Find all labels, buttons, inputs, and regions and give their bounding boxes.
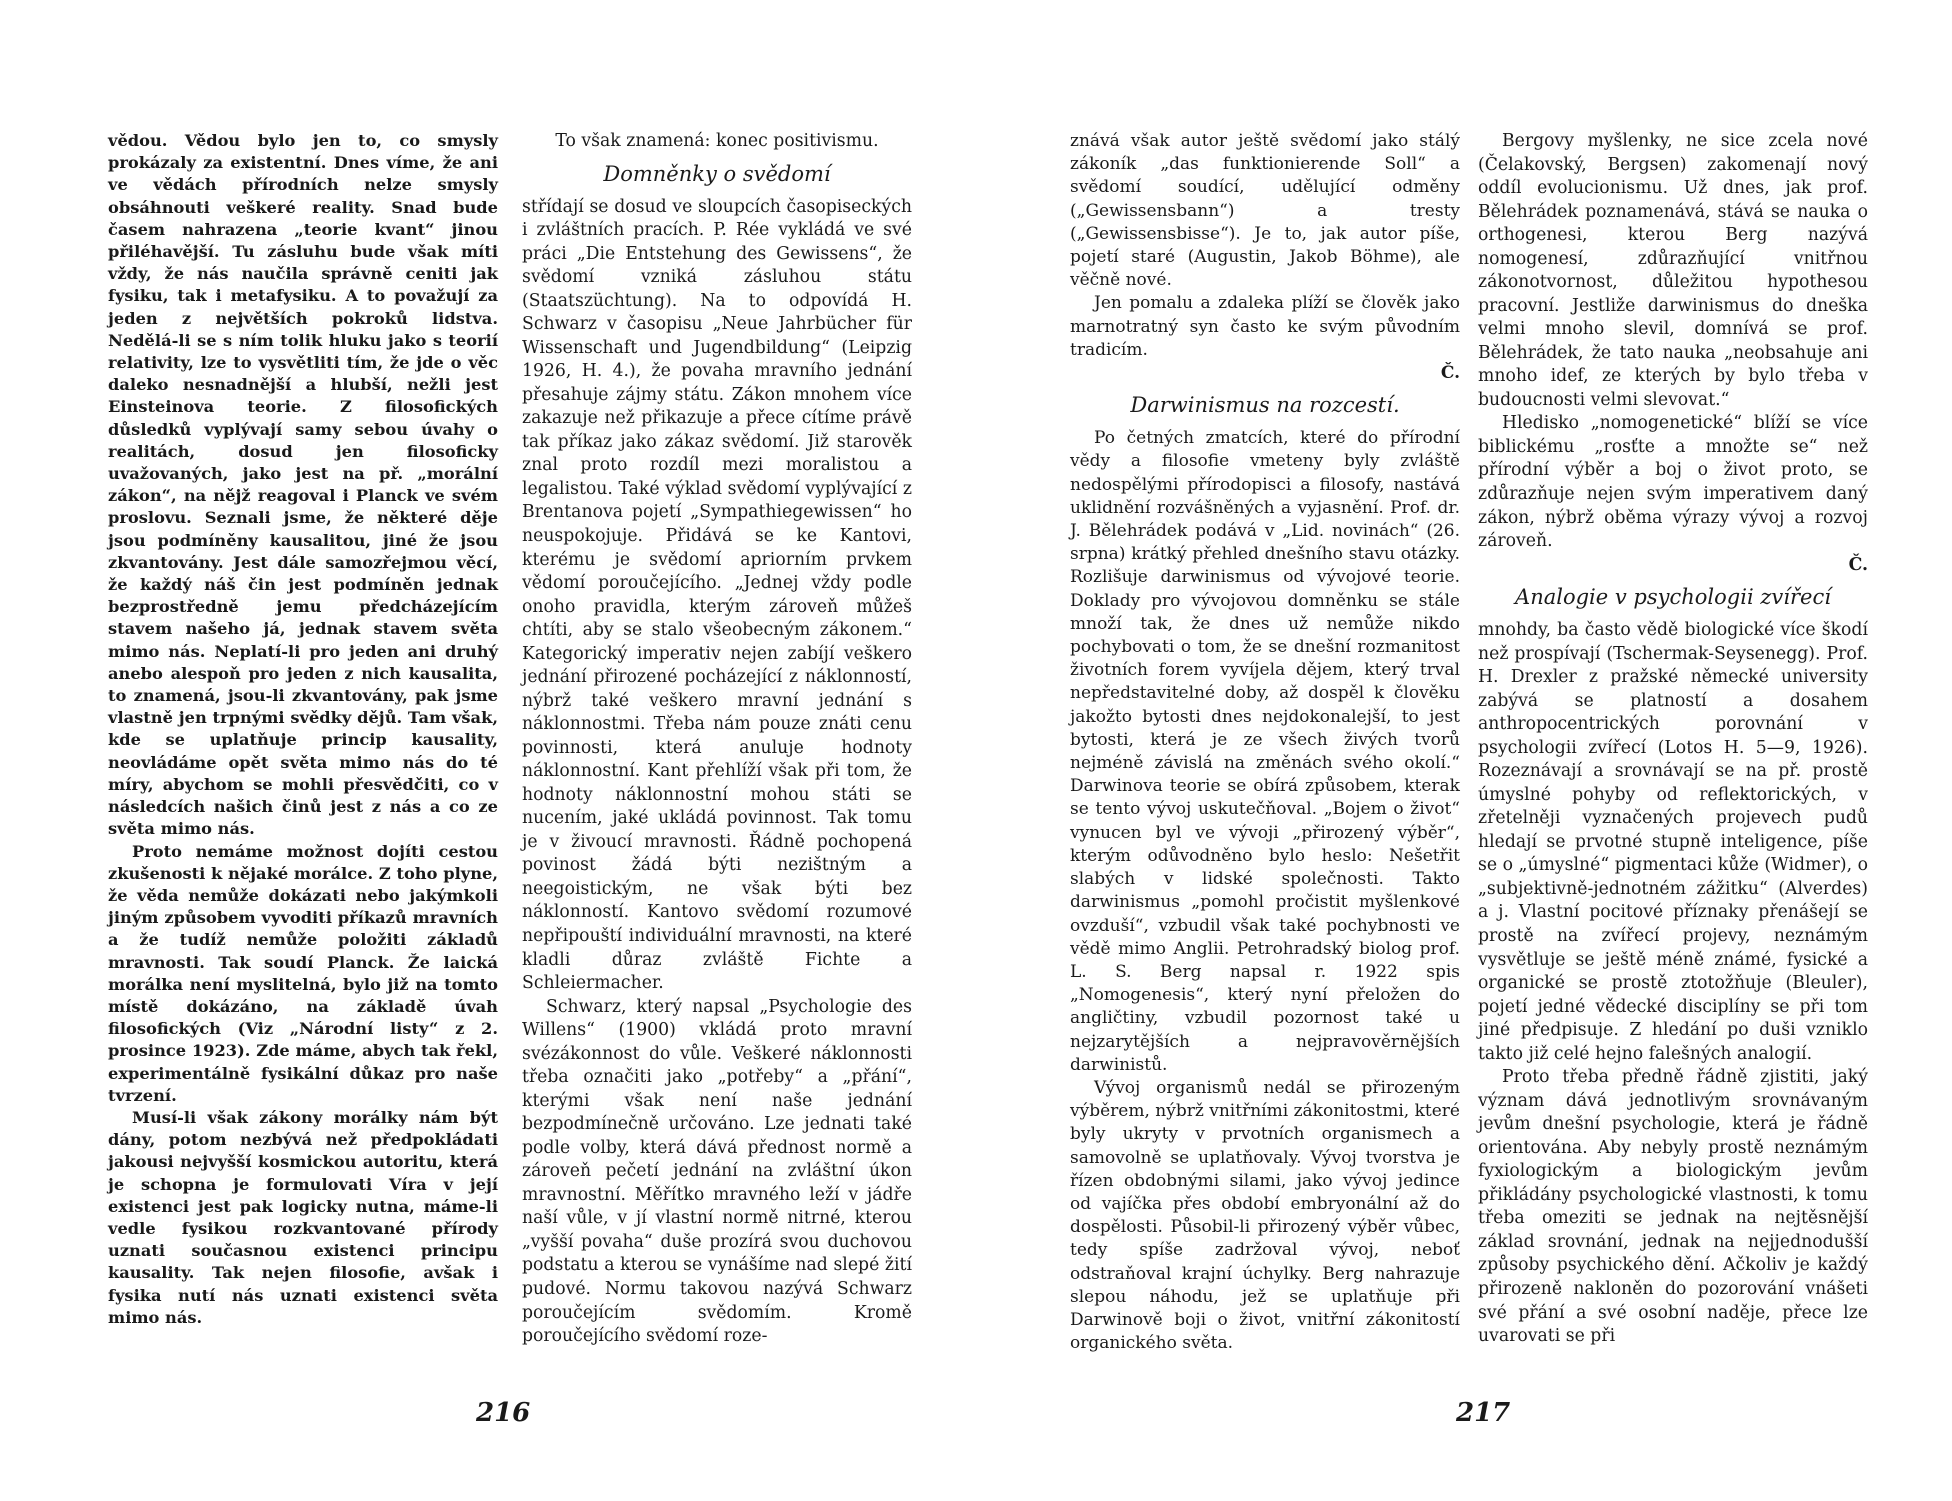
- paragraph: Schwarz, který napsal „Psychologie des Willens“ (1900) vkládá proto mravní svézákonnost do vůle. Veškeré náklonnosti třeba označiti jako „potřeby“ a „přání“, kterými však není naše jednání bezpodmínečně určováno. Lze jednati také podle volby, která dává přednost normě a zároveň pečetí jednání na zvláštní úkon mravnostní. Měřítko mravného leží v jádře naší vůle, v jí vlastní normě nitrné, kterou „vyšší povaha“ duše prozírá svou duchovou podstatu a kterou se vynášíme nad slepé žití pudové. Normu takovou nazývá Schwarz poroučejícím svědomím. Kromě poroučejícího svědomí roze-: [522, 996, 912, 1347]
- paragraph: vědou. Vědou bylo jen to, co smysly prokázaly za existentní. Dnes víme, že ani ve vědách přírodních nelze smysly obsáhnouti veškeré reality. Snad bude časem nahrazena „teorie kvant“ jinou přiléhavější. Tu zásluhu bude však míti vždy, že nás naučila správně ceniti jak fysiku, tak i metafysiku. A to považují za jeden z největších pokroků lidstva. Nedělá-li se s ním tolik hluku jako s teorií relativity, lze to vysvětliti tím, že jde o věc daleko nesnadnější a hlubší, nežli jest Einsteinova teorie. Z filosofických důsledků vyplývají samy sebou úvahy o realitách, dosud jen filosoficky uvažovaných, jako jest na př. „morální zákon“, na nějž reagoval i Planck ve svém proslovu. Seznali jsme, že některé děje jsou podmíněny kausalitou, jiné že jsou zkvantovány. Jest dále samozřejmou věcí, že každý náš čin jest podmíněn jednak bezprostředně jemu předcházejícím stavem našeho já, jednak stavem světa mimo nás. Neplatí-li pro jeden ani druhý anebo alespoň pro jeden z nich kausalita, to znamená, jsou-li zkvantovány, pak jsme vlastně jen trpnými svědky dějů. Tam však, kde se uplatňuje princip kausality, neovládáme opět světa mimo nás do té míry, abychom se mohli přesvědčiti, co v následcích našich činů jest z nás a co ze světa mimo nás.: [108, 131, 498, 839]
- left-page-column-1: [108, 130, 498, 1329]
- paragraph: Proto nemáme možnost dojíti cestou zkušenosti k nějaké morálce. Z toho plyne, že věda nemůže dokázati nebo jakýmkoli jiným způsobem vyvoditi příkazů mravních a že tudíž nemůže položiti základů mravnosti. Tak soudí Planck. Že laická morálka není myslitelná, bylo již na tomto místě dokázáno, na základě úvah filosofických (Viz „Národní listy“ z 2. prosince 1923). Zde máme, abych tak řekl, experimentálně fysikální důkaz pro naše tvrzení.: [108, 841, 498, 1105]
- paragraph: mnohdy, ba často vědě biologické více škodí než prospívají (Tschermak-Seysenegg). Prof. H. Drexler z pražské německé university zabývá se platností a dosahem anthropocentrických porovnání v psychologii zvířecí (Lotos H. 5—9, 1926). Rozeznávají a srovnávají se na př. prostě úmyslné pohyby od reflektorických, v zřetelněji vyznačených projevech pudů hledají se prvotné stupně inteligence, píše se o „úmyslné“ pigmentaci kůže (Widmer), o „subjektivně-jednotném zážitku“ (Alverdes) a j. Vlastní pocitové příznaky přenášejí se prostě na zvířecí projevy, neznámým vysvětluje se ještě méně známé, fysické a organické se prostě ztotožňuje (Bleuler), pojetí jedné vědecké disciplíny se při tom jiné předpisuje. Z hledání po duši vzniklo takto již celé hejno falešných analogií.: [1478, 620, 1868, 1064]
- right-page-column-1: [1070, 130, 1460, 1355]
- section-heading: Analogie v psychologii zvířecí: [1515, 585, 1831, 610]
- section-heading: Darwinismus na rozcestí.: [1130, 393, 1400, 418]
- page-number-right: 217: [1456, 1398, 1511, 1428]
- paragraph: Vývoj organismů nedál se přirozeným výběrem, nýbrž vnitřními zákonitostmi, které byly ukryty v prvotních organismech a samovolně se uplatňovaly. Vývoj tvorstva je řízen obdobnými silami, jako vývoj jedince od vajíčka přes období embryonální až do dospělosti. Působil-li přirozený výběr vůbec, tedy spíše zadržoval vývoj, neboť odstraňoval krajní úchylky. Berg nahrazuje slepou náhodu, jež se uplatňuje při Darwinově boji o život, vnitřní zákonitostí organického světa.: [1070, 1077, 1460, 1354]
- paragraph: Musí-li však zákony morálky nám být dány, potom nezbývá než předpokládati jakousi nejvyšší kosmickou autoritu, která je schopna je formulovati Víra v její existenci jest pak logicky nutna, máme-li vedle fysikou rozkvantované přírody uznati současnou existenci principu kausality. Tak nejen filosofie, avšak i fysika nutí nás uznati existenci světa mimo nás.: [108, 1107, 498, 1327]
- section-heading: Domněnky o svědomí: [603, 161, 831, 186]
- paragraph: Bergovy myšlenky, ne sice zcela nové (Čelakovský, Bergsen) zakomenají nový oddíl evolucionismu. Už dnes, jak prof. Bělehrádek poznamenává, stává se nauka o orthogenesi, kterou Berg nazývá nomogenesí, zdůrazňující vnitřnou zákonotvornost, důležitou hypothesou pracovní. Jestliže darwinismus do dneška velmi mnoho slevil, domnívá se prof. Bělehrádek, že tato nauka „neobsahuje ani mnoho idef, ze kterých by bylo třeba v budoucnosti velmi slevovat.“: [1478, 131, 1868, 410]
- lead-line: To však znamená: konec positivismu.: [555, 131, 879, 151]
- paragraph: Jen pomalu a zdaleka plíží se člověk jako marnotratný syn často ke svým původním tradicím.: [1070, 293, 1460, 360]
- paragraph: Hledisko „nomogenetické“ blíží se více biblickému „rosťte a množte se“ než přírodní výběr a boj o život proto, se zdůrazňuje nejen svým imperativem daný zákon, nýbrž oběma výrazy vývoj a rozvoj zároveň.: [1478, 413, 1868, 552]
- paragraph: Po četných zmatcích, které do přírodní vědy a filosofie vmeteny byly zvláště nedospělými přírodopisci a filosofy, nastává uklidnění rozvášněných a vyjasnění. Prof. dr. J. Bělehrádek podává v „Lid. novinách“ (26. srpna) krátký přehled dnešního stavu otázky. Rozlišuje darwinismus od vývojové teorie. Doklady pro vývojovou domněnku se stále množí tak, že dnes už nemůže nikdo pochybovati o tom, že se dnešní rozmanitost životních forem vyvíjela dějem, který trval nepředstavitelné doby, až dospěl k člověku jakožto bytosti dnes nejdokonalejší, to jest bytosti, která je ze všech živých tvorů nejméně závislá na změnách svého okolí.“ Darwinova teorie se obírá způsobem, kterak se tento vývoj uskutečňoval. „Bojem o život“ vynucen byl ve vývoji „přirozený výběr“, kterým odůvodněno bylo heslo: Nešetřit slabých v lidské společnosti. Takto darwinismus „pomohl pročistit myšlenkové ovzduší“, vzbudil však také pochybnosti ve vědě mimo Anglii. Petrohradský biolog prof. L. S. Berg napsal r. 1922 spis „Nomogenesis“, který nyní přeložen do angličtiny, vzbudil pozornost také u nejzarytějších a nejpravověrnějších darwinistů.: [1070, 428, 1460, 1075]
- paragraph: Proto třeba předně řádně zjistiti, jaký význam dává jednotlivým srovnávaným jevům dnešní psychologie, která je řádně orientována. Aby nebyly prostě neznámým fyxiologickým a biologickým jevům přikládány psychologické vlastnosti, k tomu třeba omeziti se jednak na nejtěsnější základ srovnání, jednak na nejjednodušší způsoby psychického dění. Ačkoliv je každý přirozeně nakloněn do pozorování vnášeti své přání a své osobní naděje, přece lze uvarovati se při: [1478, 1067, 1868, 1347]
- left-page-column-2: [522, 130, 912, 1349]
- paragraph: střídají se dosud ve sloupcích časopiseckých i zvláštních pracích. P. Rée vykládá ve své práci „Die Entstehung des Gewissens“, že svědomí vzniká zásluhou státu (Staatszüchtung). Na to odpovídá H. Schwarz v časopisu „Neue Jahrbücher für Wissenschaft und Jugendbildung“ (Leipzig 1926, H. 4.), že povaha mravního jednání přesahuje zájmy státu. Zákon mnohem více zakazuje než přikazuje a přece cítíme právě tak příkaz jako zákaz svědomí. Již starověk znal proto rozdíl mezi moralistou a legalistou. Také výklad svědomí vyplývající z Brentanova pojetí „Sympathiegewissen“ ho neuspokojuje. Přidává se ke Kantovi, kterému je svědomí apriorním prvkem vědomí poroučejícího. „Jednej vždy podle onoho pravidla, kterým zároveň můžeš chtíti, aby se stalo všeobecným zákonem.“ Kategorický imperativ nejen zabíjí veškero jednání přirozené pocházející z náklonností, nýbrž také veškero mravní jednání s náklonnostmi. Třeba nám pouze znáti cenu povinnosti, která anuluje hodnoty náklonnostní. Kant přehlíží však při tom, že hodnoty náklonnostní mohou státi se nucením, jaké ukládá povinnost. Tak tomu je v živoucí mravnosti. Řádně pochopená povinost žádá býti nezištným a neegoistickým, ne však býti bez náklonností. Kantovo svědomí rozumové nepřipouští individuální mravnosti, na které kladli důraz zvláště Fichte a Schleiermacher.: [522, 196, 912, 994]
- signature: Č.: [1848, 554, 1868, 575]
- right-page-column-2: [1478, 130, 1868, 1349]
- paragraph: znává však autor ještě svědomí jako stálý zákoník „das funktionierende Soll“ a svědomí soudící, udělující odměny („Gewissensbann“) a tresty („Gewissensbisse“). Je to, jak autor píše, pojetí staré (Augustin, Jakob Böhme), ale věčně nové.: [1070, 131, 1460, 291]
- signature: Č.: [1440, 363, 1460, 384]
- page-number-left: 216: [476, 1398, 531, 1428]
